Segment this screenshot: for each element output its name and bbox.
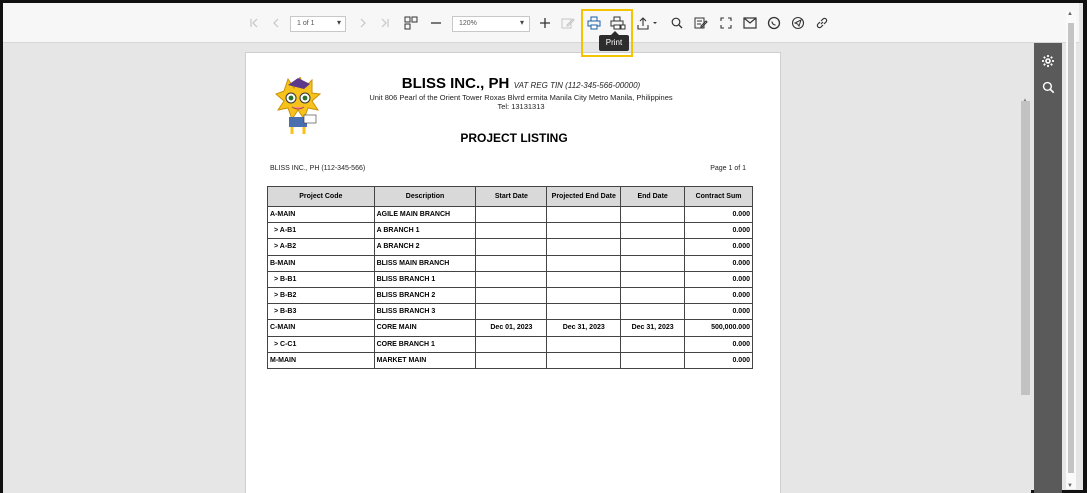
description-cell: BLISS MAIN BRANCH: [374, 255, 476, 271]
page-select-value: 1 of 1: [297, 20, 315, 27]
table-row: [268, 223, 753, 239]
contract-sum-cell: 0.000: [685, 255, 753, 271]
table-row: [268, 352, 753, 368]
description-cell: A BRANCH 1: [374, 223, 476, 239]
contract-sum-cell: 0.000: [685, 336, 753, 352]
highlight-editing-icon[interactable]: [560, 14, 576, 32]
projected-end-date-cell: [547, 304, 621, 320]
table-row: [268, 255, 753, 271]
link-icon[interactable]: [814, 14, 830, 32]
table-row: [268, 239, 753, 255]
contract-sum-cell: 0.000: [685, 239, 753, 255]
description-cell: A BRANCH 2: [374, 239, 476, 255]
end-date-cell: [621, 352, 685, 368]
company-name: BLISS INC., PH: [401, 75, 510, 92]
start-date-cell: [476, 255, 547, 271]
table-row: [268, 287, 753, 303]
contract-sum-cell: 0.000: [685, 352, 753, 368]
export-icon[interactable]: [636, 14, 660, 32]
end-date-cell: [621, 239, 685, 255]
description-cell: BLISS BRANCH 2: [374, 287, 476, 303]
project-code-cell: A-MAIN: [268, 207, 375, 223]
column-header: Project Code: [268, 187, 375, 207]
projected-end-date-cell: [547, 239, 621, 255]
description-cell: CORE BRANCH 1: [374, 336, 476, 352]
multipage-icon[interactable]: [403, 14, 419, 32]
project-code-cell: > B-B1: [268, 271, 375, 287]
document-scrollbar[interactable]: [1021, 101, 1030, 395]
search-icon[interactable]: [670, 14, 684, 32]
company-tel: Tel: 13131313: [497, 102, 545, 111]
chevron-down-icon: ▾: [336, 18, 341, 27]
email-icon[interactable]: [742, 14, 758, 32]
scroll-down-arrow[interactable]: ▼: [1067, 483, 1073, 489]
table-row: [268, 207, 753, 223]
page-select[interactable]: [290, 16, 346, 32]
edit-form-icon[interactable]: [693, 14, 709, 32]
contract-sum-cell: 0.000: [685, 304, 753, 320]
company-address: Unit 806 Pearl of the Orient Tower Roxas Blvrd ermita Manila City Metro Manila, Philippines: [369, 93, 673, 102]
company-logo: [274, 77, 322, 135]
column-header: Description: [374, 187, 476, 207]
report-title: PROJECT LISTING: [460, 131, 568, 145]
projected-end-date-cell: [547, 223, 621, 239]
end-date-cell: [621, 271, 685, 287]
contract-sum-cell: 500,000.000: [685, 320, 753, 336]
end-date-cell: [621, 287, 685, 303]
zoom-select[interactable]: [452, 16, 530, 32]
start-date-cell: Dec 01, 2023: [476, 320, 547, 336]
print-tooltip: Print: [599, 35, 629, 51]
start-date-cell: [476, 271, 547, 287]
start-date-cell: [476, 207, 547, 223]
project-code-cell: B-MAIN: [268, 255, 375, 271]
whatsapp-icon[interactable]: [766, 14, 782, 32]
side-panel: [1034, 43, 1062, 493]
viewer-toolbar: [3, 3, 1079, 43]
settings-icon[interactable]: [1040, 53, 1056, 69]
project-code-cell: > A-B2: [268, 239, 375, 255]
window-scrollbar[interactable]: [1066, 11, 1076, 489]
projected-end-date-cell: [547, 336, 621, 352]
projected-end-date-cell: [547, 287, 621, 303]
description-cell: AGILE MAIN BRANCH: [374, 207, 476, 223]
projected-end-date-cell: [547, 271, 621, 287]
fullscreen-icon[interactable]: [719, 14, 733, 32]
prev-page-icon[interactable]: [269, 14, 283, 32]
zoom-select-value: 120%: [459, 20, 477, 27]
table-row: [268, 320, 753, 336]
scroll-up-arrow[interactable]: ▲: [1067, 11, 1073, 17]
table-header-row: [268, 187, 753, 207]
table-row: [268, 336, 753, 352]
zoom-out-icon[interactable]: [429, 14, 443, 32]
start-date-cell: [476, 287, 547, 303]
search-icon[interactable]: [1040, 79, 1056, 95]
project-code-cell: M-MAIN: [268, 352, 375, 368]
end-date-cell: [621, 336, 685, 352]
projected-end-date-cell: [547, 207, 621, 223]
end-date-cell: [621, 207, 685, 223]
projected-end-date-cell: [547, 352, 621, 368]
projected-end-date-cell: Dec 31, 2023: [547, 320, 621, 336]
report-company-id: BLISS INC., PH (112-345-566): [270, 165, 366, 172]
document-viewer[interactable]: [3, 43, 1031, 493]
contract-sum-cell: 0.000: [685, 287, 753, 303]
description-cell: BLISS BRANCH 1: [374, 271, 476, 287]
chevron-down-icon: ▾: [519, 18, 524, 27]
table-row: [268, 304, 753, 320]
vat-reg-tin: VAT REG TIN (112-345-566-00000): [513, 81, 641, 90]
contract-sum-cell: 0.000: [685, 271, 753, 287]
description-cell: MARKET MAIN: [374, 352, 476, 368]
column-header: Contract Sum: [685, 187, 753, 207]
project-code-cell: > C-C1: [268, 336, 375, 352]
start-date-cell: [476, 336, 547, 352]
end-date-cell: Dec 31, 2023: [621, 320, 685, 336]
start-date-cell: [476, 223, 547, 239]
project-code-cell: > A-B1: [268, 223, 375, 239]
project-code-cell: > B-B3: [268, 304, 375, 320]
description-cell: BLISS BRANCH 3: [374, 304, 476, 320]
next-page-icon[interactable]: [356, 14, 370, 32]
start-date-cell: [476, 304, 547, 320]
contract-sum-cell: 0.000: [685, 223, 753, 239]
first-page-icon[interactable]: [247, 14, 261, 32]
report-page: [245, 52, 781, 493]
description-cell: CORE MAIN: [374, 320, 476, 336]
last-page-icon[interactable]: [378, 14, 392, 32]
start-date-cell: [476, 239, 547, 255]
report-page-number: Page 1 of 1: [710, 165, 746, 172]
project-code-cell: C-MAIN: [268, 320, 375, 336]
end-date-cell: [621, 304, 685, 320]
project-table: [267, 186, 753, 369]
column-header: Start Date: [476, 187, 547, 207]
end-date-cell: [621, 255, 685, 271]
table-row: [268, 271, 753, 287]
scrollbar-thumb[interactable]: [1068, 23, 1074, 473]
zoom-in-icon[interactable]: [538, 14, 552, 32]
contract-sum-cell: 0.000: [685, 207, 753, 223]
start-date-cell: [476, 352, 547, 368]
column-header: End Date: [621, 187, 685, 207]
table-body: [268, 207, 753, 369]
telegram-icon[interactable]: [790, 14, 806, 32]
project-code-cell: > B-B2: [268, 287, 375, 303]
column-header: Projected End Date: [547, 187, 621, 207]
projected-end-date-cell: [547, 255, 621, 271]
end-date-cell: [621, 223, 685, 239]
company-header: [356, 75, 686, 111]
